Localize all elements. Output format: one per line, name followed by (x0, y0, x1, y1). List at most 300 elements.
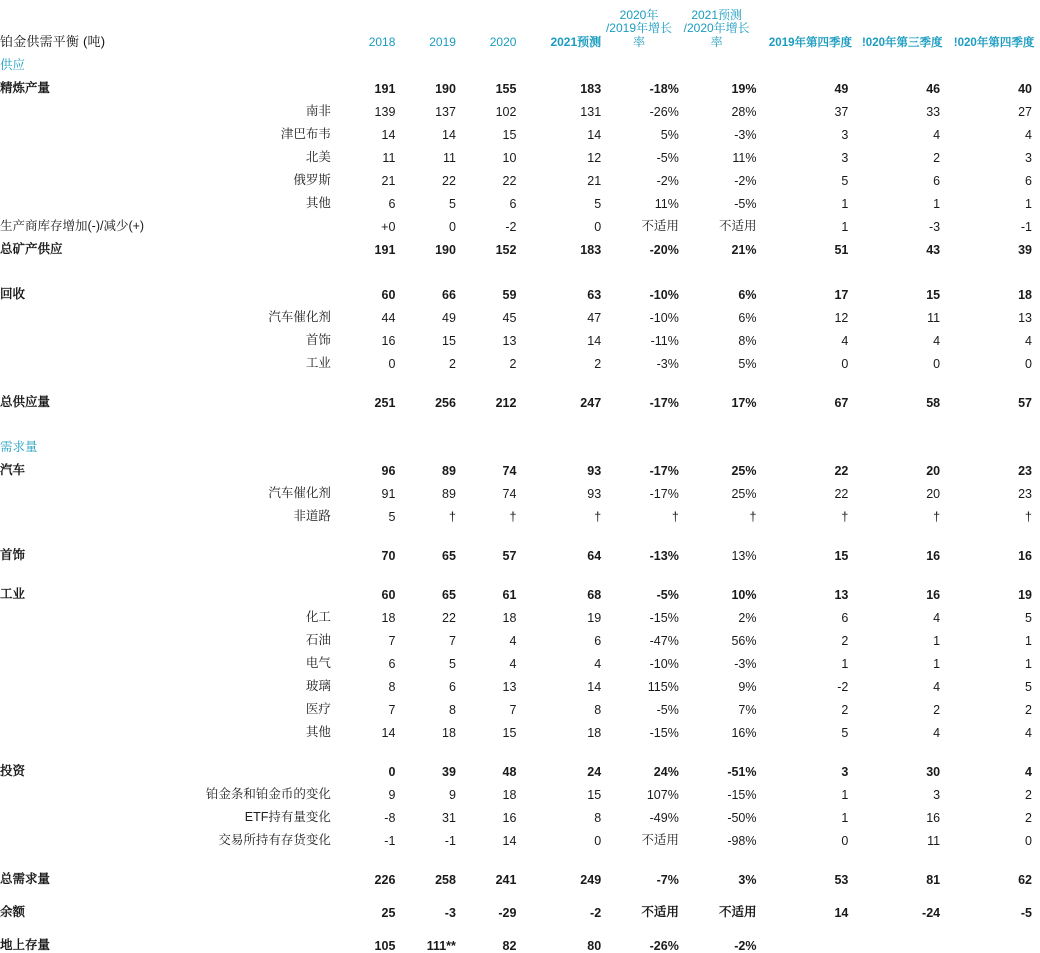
cell-2021f: 183 (580, 82, 602, 96)
cell-2021f: 24 (587, 765, 602, 779)
table-row-above-ground-stocks (0, 930, 1040, 953)
cell-2018: 9 (388, 788, 396, 802)
cell-growth-2021: 不适用 (718, 219, 757, 233)
table-row-total-demand (0, 864, 1040, 887)
cell-growth-2021: 11% (732, 151, 757, 165)
cell-growth-2021: 25% (731, 464, 757, 478)
cell-2018: 60 (381, 288, 396, 302)
table-row-recycling (0, 279, 1040, 302)
cell-q4-2020: 4 (1025, 334, 1032, 348)
spacer-row (0, 848, 1040, 864)
cell-2019: 7 (448, 634, 456, 648)
cell-growth-2021: 2% (738, 611, 757, 625)
cell-2020: 7 (509, 703, 517, 717)
table-row-refined-production (0, 73, 1040, 96)
table-row-medical (0, 694, 1040, 717)
cell-q3-2020: 15 (926, 288, 941, 302)
cell-2021f: -2 (590, 906, 602, 920)
cell-growth-2021: 9% (738, 680, 757, 694)
cell-q4-2019: 1 (841, 197, 849, 211)
table-header-row (0, 0, 1040, 50)
cell-q4-2019: 49 (834, 82, 849, 96)
cell-q3-2020: 30 (926, 765, 941, 779)
row-label: 化工 (305, 610, 331, 624)
cell-growth-2021: -51% (727, 765, 757, 779)
column-header-q3-2020: !020年第三季度 (861, 36, 943, 49)
blank (757, 478, 765, 501)
table-row-south-africa (0, 96, 1040, 119)
cell-q4-2019: 67 (834, 396, 849, 410)
growth-2020-line3: 率 (632, 35, 645, 50)
cell-2019: 111** (426, 939, 456, 953)
table-row-autocatalyst-recycling (0, 302, 1040, 325)
blank (516, 432, 601, 455)
cell-q4-2020: -5 (1020, 906, 1032, 920)
cell-2020: 10 (502, 151, 517, 165)
cell-2018: 105 (374, 939, 396, 953)
cell-2021f: 247 (580, 396, 602, 410)
cell-q4-2019: † (841, 510, 849, 524)
section-header-demand (0, 432, 1040, 455)
cell-2020: 15 (502, 128, 517, 142)
cell-2019: 190 (435, 82, 456, 96)
blank (456, 432, 517, 455)
cell-q3-2020: 3 (933, 788, 941, 802)
blank (757, 501, 765, 524)
blank (948, 432, 1040, 455)
spacer-row (0, 257, 1040, 279)
cell-growth-2020: -47% (649, 634, 679, 648)
cell-2020: 45 (502, 311, 517, 325)
blank (335, 432, 396, 455)
cell-2020: 59 (502, 288, 517, 302)
blank (757, 96, 765, 119)
row-label: 其他 (305, 725, 331, 739)
cell-growth-2021: -15% (727, 788, 757, 802)
cell-growth-2021: † (749, 510, 757, 524)
cell-growth-2020: -18% (649, 82, 679, 96)
blank (757, 73, 765, 96)
cell-q4-2019: 4 (841, 334, 849, 348)
cell-growth-2021: -50% (727, 811, 757, 825)
cell-2021f: 14 (587, 128, 602, 142)
cell-q3-2020: 16 (926, 811, 941, 825)
cell-q4-2020: 3 (1025, 151, 1032, 165)
blank (757, 864, 765, 887)
blank (757, 602, 765, 625)
cell-2019: 65 (442, 549, 456, 563)
row-label: 石油 (305, 633, 331, 647)
row-label: 汽车催化剂 (268, 486, 331, 500)
row-label: 南非 (305, 104, 331, 118)
cell-q3-2020: 6 (933, 174, 941, 188)
cell-q4-2020: 62 (1018, 873, 1032, 887)
table-row-exchange-stocks (0, 825, 1040, 848)
row-label: ETF持有量变化 (244, 810, 331, 824)
cell-growth-2020: † (671, 510, 679, 524)
cell-growth-2021: -2% (734, 939, 757, 953)
cell-q4-2020: 18 (1018, 288, 1032, 302)
cell-2021f: 249 (580, 873, 602, 887)
table-row-autocatalyst-demand (0, 478, 1040, 501)
cell-growth-2021: -5% (734, 197, 757, 211)
cell-q3-2020: 0 (933, 357, 941, 371)
cell-2020: 16 (502, 811, 517, 825)
row-label: 生产商库存增加(-)/减少(+) (0, 219, 145, 233)
table-row-chemical (0, 602, 1040, 625)
row-label: 交易所持有存货变化 (218, 833, 331, 847)
cell-q4-2019: 51 (834, 243, 849, 257)
cell-q3-2020: 11 (927, 834, 941, 848)
cell-2018: 18 (381, 611, 396, 625)
blank (948, 50, 1040, 73)
cell-2020: 22 (502, 174, 517, 188)
blank (765, 432, 857, 455)
cell-2019: 8 (448, 703, 456, 717)
row-label: 地上存量 (0, 938, 51, 952)
cell-2021f: 183 (580, 243, 602, 257)
cell-q4-2019: 17 (834, 288, 849, 302)
cell-growth-2020: -7% (656, 873, 679, 887)
blank (757, 825, 765, 848)
cell-2018: 25 (381, 906, 396, 920)
cell-q3-2020: 20 (926, 487, 941, 501)
cell-2018: 226 (374, 873, 396, 887)
cell-2020: 14 (502, 834, 517, 848)
cell-2021f: 47 (587, 311, 602, 325)
row-label: 余额 (0, 905, 26, 919)
cell-2018: 60 (381, 588, 396, 602)
cell-2020: -29 (498, 906, 517, 920)
cell-q3-2020: † (933, 510, 941, 524)
blank (757, 694, 765, 717)
cell-growth-2020: -5% (656, 588, 679, 602)
cell-q4-2019: 37 (834, 105, 849, 119)
cell-growth-2021: -3% (734, 128, 757, 142)
blank (856, 50, 948, 73)
cell-q4-2020: 57 (1018, 396, 1032, 410)
cell-growth-2020: 不适用 (641, 833, 679, 847)
cell-growth-2020: -20% (649, 243, 679, 257)
cell-2021f: † (594, 510, 602, 524)
table-row-producer-stocks (0, 211, 1040, 234)
cell-2020: 4 (509, 634, 517, 648)
cell-2020: 15 (502, 726, 517, 740)
cell-q4-2020: 16 (1018, 549, 1032, 563)
cell-q4-2020: 4 (1025, 128, 1032, 142)
spacer-row (0, 410, 1040, 432)
row-label: 其他 (305, 196, 331, 210)
cell-growth-2020: -15% (649, 611, 679, 625)
blank (757, 648, 765, 671)
table-row-jewellery-recycling (0, 325, 1040, 348)
blank (757, 348, 765, 371)
cell-q4-2019: 0 (841, 834, 849, 848)
cell-growth-2020: -5% (656, 151, 679, 165)
cell-growth-2021: 8% (738, 334, 757, 348)
cell-q4-2019: 15 (834, 549, 849, 563)
table-row-bars-and-coins (0, 779, 1040, 802)
blank (757, 540, 765, 563)
cell-2021f: 14 (587, 334, 602, 348)
cell-2020: 212 (495, 396, 517, 410)
cell-q4-2019: 0 (841, 357, 849, 371)
cell-2019: 137 (435, 105, 456, 119)
spacer-row (0, 887, 1040, 897)
cell-2020: 74 (502, 487, 517, 501)
cell-2020: 155 (495, 82, 517, 96)
blank (757, 119, 765, 142)
spacer-row (0, 563, 1040, 579)
cell-q4-2020: 23 (1018, 464, 1032, 478)
cell-2021f: 18 (587, 726, 602, 740)
cell-2020: 241 (495, 873, 517, 887)
blank (757, 671, 765, 694)
cell-q4-2019: 5 (841, 726, 849, 740)
cell-q3-2020: 1 (933, 657, 941, 671)
cell-2018: 8 (388, 680, 396, 694)
cell-q4-2019: 13 (834, 588, 849, 602)
cell-q4-2020: † (1025, 510, 1032, 524)
cell-2019: 9 (448, 788, 456, 802)
cell-growth-2020: -5% (656, 703, 679, 717)
cell-2019: 39 (442, 765, 456, 779)
column-header-2021-forecast: 2021预测 (550, 35, 602, 50)
cell-2019: 14 (442, 128, 456, 142)
cell-2021f: 80 (587, 939, 602, 953)
blank (679, 432, 757, 455)
cell-q4-2019 (765, 930, 857, 953)
cell-2018: 0 (388, 765, 396, 779)
cell-2021f: 15 (587, 788, 602, 802)
cell-growth-2020: 115% (647, 680, 679, 694)
row-label: 俄罗斯 (293, 173, 331, 187)
cell-q4-2019: 22 (834, 464, 849, 478)
spacer-row (0, 920, 1040, 930)
page-title: 铂金供需平衡 (吨) (0, 34, 106, 49)
cell-2019: 15 (442, 334, 456, 348)
cell-2019: 0 (448, 220, 456, 234)
cell-2018: 0 (388, 357, 396, 371)
cell-q4-2019: 1 (841, 657, 849, 671)
cell-q4-2020: 2 (1025, 788, 1032, 802)
row-label: 铂金条和铂金币的变化 (205, 787, 331, 801)
cell-2018: 21 (381, 174, 396, 188)
cell-2021f: 4 (594, 657, 602, 671)
column-header-2019: 2019 (429, 35, 456, 50)
cell-2019: 256 (435, 396, 456, 410)
cell-2020: 6 (509, 197, 517, 211)
cell-2018: 14 (381, 726, 396, 740)
blank (601, 432, 679, 455)
cell-growth-2020: -10% (649, 288, 679, 302)
cell-2018: 251 (374, 396, 396, 410)
cell-q4-2020: 5 (1025, 611, 1032, 625)
cell-growth-2020: -26% (649, 939, 679, 953)
cell-2021f: 93 (587, 464, 602, 478)
cell-growth-2020: 不适用 (641, 219, 679, 233)
cell-q4-2020: 39 (1018, 243, 1032, 257)
table-row-total-mine-supply (0, 234, 1040, 257)
cell-2019: 66 (442, 288, 456, 302)
table-row-industrial (0, 579, 1040, 602)
column-header-2018: 2018 (368, 35, 396, 50)
blank (757, 234, 765, 257)
cell-2020: 48 (502, 765, 517, 779)
row-label: 北美 (305, 150, 331, 164)
cell-q4-2020: 5 (1025, 680, 1032, 694)
cell-q3-2020: 4 (933, 680, 941, 694)
cell-q3-2020: 2 (933, 703, 941, 717)
cell-2019: 22 (442, 174, 456, 188)
cell-2020: 4 (509, 657, 517, 671)
row-label: 工业 (305, 356, 331, 370)
cell-2018: 16 (381, 334, 396, 348)
row-label: 汽车 (0, 463, 26, 477)
cell-q3-2020: 58 (926, 396, 941, 410)
cell-q4-2019: 2 (841, 703, 849, 717)
row-label: 投资 (0, 764, 26, 778)
cell-2019: 258 (435, 873, 456, 887)
cell-q4-2019: 3 (841, 151, 849, 165)
blank (757, 165, 765, 188)
cell-2021f: 0 (594, 220, 602, 234)
cell-growth-2021: 19% (731, 82, 757, 96)
blank (757, 211, 765, 234)
cell-2019: 22 (442, 611, 456, 625)
table-row-zimbabwe (0, 119, 1040, 142)
cell-2021f: 63 (587, 288, 602, 302)
cell-2019: † (448, 510, 456, 524)
cell-growth-2020: -3% (656, 357, 679, 371)
row-label: 津巴布韦 (280, 127, 331, 141)
blank (757, 279, 765, 302)
cell-2021f: 64 (587, 549, 602, 563)
cell-2019: 49 (442, 311, 456, 325)
cell-growth-2020: 11% (654, 197, 679, 211)
cell-q3-2020: 4 (933, 128, 941, 142)
table-row-north-america (0, 142, 1040, 165)
table-row-petroleum (0, 625, 1040, 648)
section-label-demand: 需求量 (0, 440, 38, 454)
row-label: 总需求量 (0, 872, 51, 886)
cell-2018: 6 (388, 657, 396, 671)
cell-q4-2020: -1 (1020, 220, 1032, 234)
blank (757, 802, 765, 825)
cell-2018: 7 (388, 703, 396, 717)
blank (757, 188, 765, 211)
column-header-2020: 2020 (489, 35, 517, 50)
column-header-q4-2020: !020年第四季度 (953, 36, 1035, 49)
cell-growth-2020: -26% (649, 105, 679, 119)
cell-q3-2020: 46 (926, 82, 941, 96)
growth-2021-line2: /2020年增长率 (683, 21, 750, 50)
cell-growth-2020: 5% (660, 128, 679, 142)
cell-growth-2021: 13% (731, 549, 757, 563)
cell-2018: 91 (381, 487, 396, 501)
row-label: 玻璃 (305, 679, 331, 693)
table-row-other-industrial (0, 717, 1040, 740)
cell-growth-2020: -13% (649, 549, 679, 563)
cell-2019: 18 (442, 726, 456, 740)
cell-2021f: 2 (594, 357, 602, 371)
row-label: 首饰 (0, 548, 26, 562)
cell-q4-2020: 2 (1025, 703, 1032, 717)
row-label: 首饰 (305, 333, 331, 347)
table-row-glass (0, 671, 1040, 694)
cell-growth-2021: -2% (734, 174, 757, 188)
cell-q4-2020: 23 (1018, 487, 1032, 501)
cell-growth-2020: -17% (649, 464, 679, 478)
table-row-jewellery (0, 540, 1040, 563)
cell-q4-2019: 2 (841, 634, 849, 648)
cell-2021f: 14 (587, 680, 602, 694)
cell-2019: -3 (444, 906, 456, 920)
blank (757, 930, 765, 953)
cell-growth-2021: 10% (731, 588, 757, 602)
row-label: 总供应量 (0, 395, 51, 409)
blank (395, 432, 456, 455)
table-row-etf (0, 802, 1040, 825)
blank (757, 756, 765, 779)
blank (335, 50, 396, 73)
column-header-growth-2021-vs-2020 (679, 0, 757, 50)
cell-2018: 191 (374, 243, 396, 257)
cell-q4-2019: 1 (841, 811, 849, 825)
cell-2021f: 12 (587, 151, 602, 165)
cell-growth-2020: -10% (649, 311, 679, 325)
cell-q3-2020: 20 (926, 464, 941, 478)
cell-q4-2020: 4 (1025, 765, 1032, 779)
blank (757, 779, 765, 802)
cell-growth-2020: -17% (649, 487, 679, 501)
blank (757, 455, 765, 478)
cell-q3-2020: 11 (927, 311, 941, 325)
cell-2021f: 131 (580, 105, 602, 119)
spacer-row (0, 371, 1040, 387)
cell-growth-2021: 56% (731, 634, 757, 648)
column-header-q4-2019: 2019年第四季度 (768, 36, 852, 49)
row-label: 精炼产量 (0, 81, 51, 95)
cell-q3-2020 (856, 930, 948, 953)
cell-2020: 102 (495, 105, 517, 119)
cell-2021f: 19 (587, 611, 602, 625)
cell-q4-2020: 19 (1018, 588, 1032, 602)
cell-2021f: 8 (594, 703, 602, 717)
cell-q4-2020: 1 (1025, 197, 1032, 211)
cell-2018: 11 (382, 151, 396, 165)
cell-2020: 61 (502, 588, 517, 602)
cell-2018: 139 (374, 105, 396, 119)
cell-2018: -1 (384, 834, 396, 848)
cell-growth-2020: -11% (650, 334, 679, 348)
blank (757, 717, 765, 740)
table-row-total-supply (0, 387, 1040, 410)
row-label: 回收 (0, 287, 26, 301)
cell-growth-2021: 25% (731, 487, 757, 501)
cell-q4-2019: 3 (841, 765, 849, 779)
cell-2019: 89 (442, 487, 456, 501)
cell-growth-2020: 24% (653, 765, 679, 779)
blank (601, 50, 679, 73)
blank (757, 625, 765, 648)
blank (679, 50, 757, 73)
cell-2019: -1 (444, 834, 456, 848)
cell-2018: 44 (381, 311, 396, 325)
row-label: 非道路 (293, 509, 331, 523)
cell-2018: 96 (381, 464, 396, 478)
blank (757, 432, 765, 455)
